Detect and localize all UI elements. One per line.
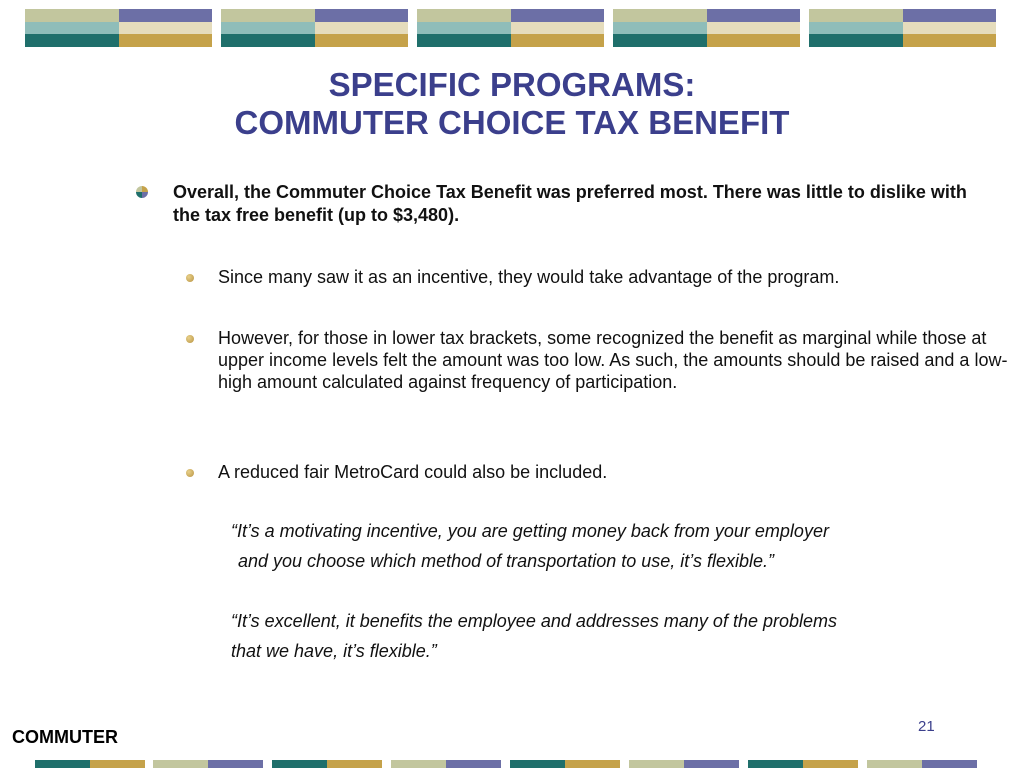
title-line-2: COMMUTER CHOICE TAX BENEFIT <box>234 104 790 141</box>
banner-tile <box>25 9 212 47</box>
pie-chart-bullet-icon <box>135 185 149 199</box>
banner-tile <box>809 9 996 47</box>
gold-dot-bullet-icon <box>186 335 194 343</box>
quote-1-line-2: and you choose which method of transportation to use, it’s flexible.” <box>238 551 774 571</box>
page-number: 21 <box>918 718 935 735</box>
quote-1-line-1: “It’s a motivating incentive, you are getting money back from your employer <box>231 521 829 541</box>
slide-title <box>0 66 1024 142</box>
title-line-1: SPECIFIC PROGRAMS: <box>328 66 696 103</box>
quote-2-line-1: “It’s excellent, it benefits the employee and addresses many of the problems <box>231 611 837 631</box>
banner-tile <box>417 9 604 47</box>
footer-label: COMMUTER <box>12 727 118 747</box>
main-bullet-text: Overall, the Commuter Choice Tax Benefit was preferred most. There was little to dislike with the tax free benefit (up to $3,480). <box>173 182 967 225</box>
banner-tile <box>613 9 800 47</box>
sub-bullet-text: A reduced fair MetroCard could also be included. <box>218 462 608 482</box>
gold-dot-bullet-icon <box>186 469 194 477</box>
sub-bullet-text: However, for those in lower tax brackets, some recognized the benefit as marginal while those at upper income levels felt the amount was too low. As such, the amounts should be raised and a low-high amount calculated against frequency of participation. <box>218 328 1008 392</box>
quote-2-line-2: that we have, it’s flexible.” <box>231 641 437 661</box>
top-decorative-banner <box>0 9 1024 47</box>
banner-tile <box>221 9 408 47</box>
bottom-decorative-banner <box>0 760 1024 768</box>
sub-bullet-text: Since many saw it as an incentive, they would take advantage of the program. <box>218 267 840 287</box>
gold-dot-bullet-icon <box>186 274 194 282</box>
